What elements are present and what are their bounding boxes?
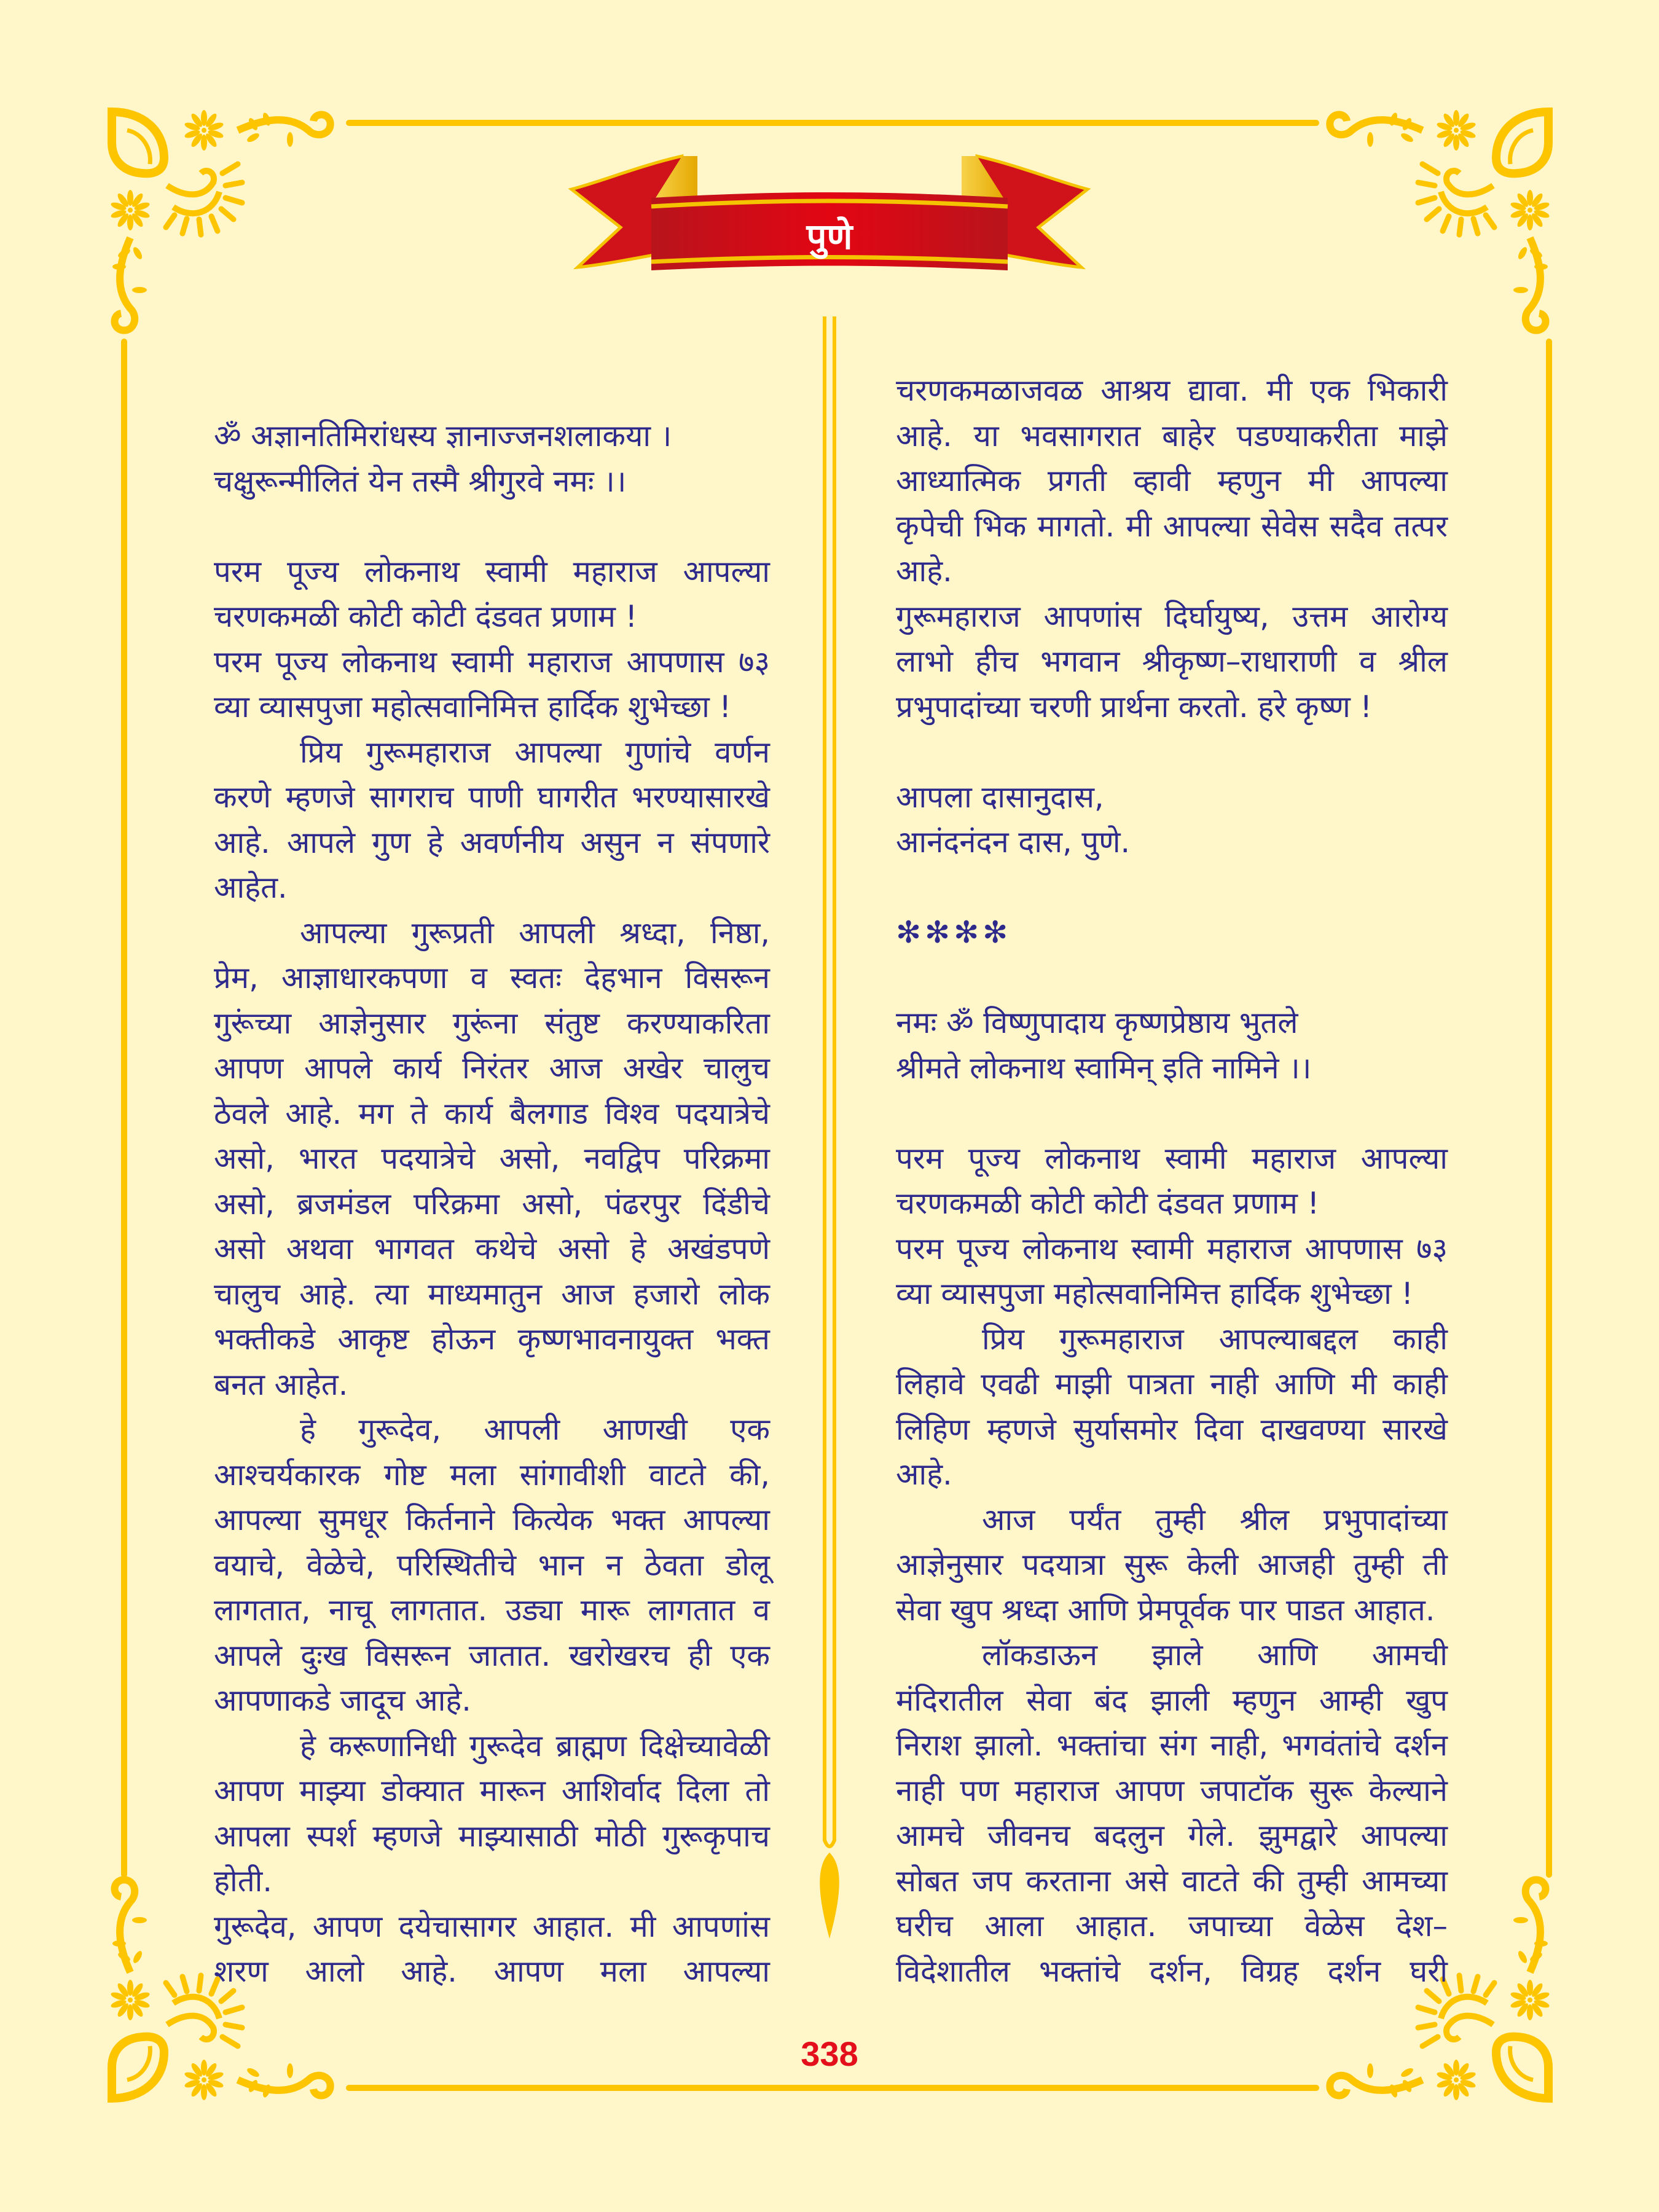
- text-line: लिहिण म्हणजे सुर्यासमोर दिवा दाखवण्या सारखे: [896, 1411, 1448, 1447]
- text-line: प्रेम, आज्ञाधारकपणा व स्वतः देहभान विसरून: [214, 960, 770, 995]
- blank-line: [896, 1091, 1448, 1136]
- text-line: विदेशातील भक्तांचे दर्शन, विग्रह दर्शन घरी: [896, 1953, 1448, 1989]
- blank-line: [896, 865, 1448, 911]
- text-line: चरणकमळाजवळ आश्रय द्यावा. मी एक भिकारी: [896, 373, 1448, 408]
- text-line: आपणाकडे जादूच आहे.: [214, 1683, 471, 1718]
- text-line: आज पर्यंत तुम्ही श्रील प्रभुपादांच्या: [982, 1502, 1448, 1537]
- text-line: निराश झालो. भक्तांचा संग नाही, भगवंतांचे दर्शन: [896, 1728, 1448, 1763]
- text-line: आनंदनंदन दास, पुणे.: [896, 825, 1131, 860]
- text-line: व्या व्यासपुजा महोत्सवानिमित्त हार्दिक शुभेच्छा !: [896, 1276, 1413, 1311]
- text-line: आपल्या सुमधूर किर्तनाने कित्येक भक्त आपल्या: [214, 1502, 770, 1537]
- text-line: नाही पण महाराज आपण जपाटॉक सुरू केल्याने: [896, 1773, 1448, 1808]
- corner-ornament-top-right: [1315, 106, 1555, 345]
- page-number: 338: [801, 2034, 858, 2073]
- text-line: परम पूज्य लोकनाथ स्वामी महाराज आपल्या: [896, 1140, 1448, 1176]
- text-line: आध्यात्मिक प्रगती व्हावी म्हणुन मी आपल्या: [896, 463, 1448, 498]
- text-line: चरणकमळी कोटी कोटी दंडवत प्रणाम !: [214, 599, 638, 634]
- text-line: लॉकडाऊन झाले आणि आमची: [982, 1637, 1448, 1673]
- text-line: नमः ॐ विष्णुपादाय कृष्णप्रेष्ठाय भुतले: [896, 1005, 1298, 1040]
- text-line: व्या व्यासपुजा महोत्सवानिमित्त हार्दिक शुभेच्छा !: [214, 689, 731, 724]
- text-line: मंदिरातील सेवा बंद झाली म्हणुन आम्ही खुप: [896, 1682, 1448, 1718]
- text-line: लागतात, नाचू लागतात. उड्या मारू लागतात व: [214, 1593, 770, 1628]
- left-column: [214, 414, 770, 1994]
- text-line: श्रीमते लोकनाथ स्वामिन् इति नामिने ।।: [896, 1050, 1312, 1086]
- text-line: असो, ब्रजमंडल परिक्रमा असो, पंढरपुर दिंडीचे: [214, 1186, 770, 1222]
- text-line: गुरूदेव, आपण दयेचासागर आहात. मी आपणांस: [214, 1908, 770, 1944]
- text-line: ॐ अज्ञानतिमिरांधस्य ज्ञानाज्जनशलाकया ।: [214, 418, 672, 453]
- text-line: चरणकमळी कोटी कोटी दंडवत प्रणाम !: [896, 1186, 1320, 1221]
- text-line: आहे. या भवसागरात बाहेर पडण्याकरीता माझे: [896, 418, 1448, 453]
- text-line: आपण माझ्या डोक्यात मारून आशिर्वाद दिला तो: [214, 1773, 770, 1808]
- text-line: होती.: [214, 1864, 272, 1899]
- right-column: [896, 368, 1448, 1994]
- text-line: आपला दासानुदास,: [896, 779, 1104, 815]
- column-divider: [811, 316, 848, 1945]
- text-line: आपला स्पर्श म्हणजे माझ्यासाठी मोठी गुरूकृपाच: [214, 1818, 770, 1854]
- text-line: शरण आलो आहे. आपण मला आपल्या: [214, 1954, 770, 1989]
- text-line: हे गुरूदेव, आपली आणखी एक: [300, 1412, 770, 1447]
- frame-right-line: [1546, 339, 1552, 1878]
- text-line: सेवा खुप श्रध्दा आणि प्रेमपूर्वक पार पाडत आहात.: [896, 1592, 1435, 1628]
- page-title: पुणे: [806, 215, 853, 257]
- frame-bottom-line: [346, 2085, 1319, 2091]
- text-line: भक्तीकडे आकृष्ट होऊन कृष्णभावनायुक्त भक्त: [214, 1322, 770, 1357]
- text-line: आश्चर्यकारक गोष्ट मला सांगावीशी वाटते की,: [214, 1457, 770, 1492]
- text-line: आहेत.: [214, 870, 288, 905]
- text-line: आमचे जीवनच बदलुन गेले. झुमद्वारे आपल्या: [896, 1818, 1448, 1853]
- text-line: चालुच आहे. त्या माध्यमातुन आज हजारो लोक: [214, 1276, 770, 1312]
- text-line: आपल्या गुरूप्रती आपली श्रध्दा, निष्ठा,: [300, 915, 770, 951]
- text-line: घरीच आला आहात. जपाच्या वेळेस देश–: [896, 1908, 1448, 1943]
- text-line: लाभो हीच भगवान श्रीकृष्ण–राधाराणी व श्रील: [896, 644, 1448, 679]
- text-line: प्रिय गुरूमहाराज आपल्या गुणांचे वर्णन: [300, 734, 770, 770]
- blank-line: [896, 955, 1448, 1001]
- text-line: आहे.: [896, 1457, 952, 1492]
- text-line: आपले दुःख विसरून जातात. खरोखरच ही एक: [214, 1637, 770, 1673]
- corner-ornament-top-left: [106, 106, 345, 345]
- text-line: आहे.: [896, 554, 952, 589]
- text-line: असो, भारत पदयात्रेचे असो, नवद्विप परिक्रमा: [214, 1141, 770, 1176]
- text-line: प्रभुपादांच्या चरणी प्रार्थना करतो. हरे कृष्ण !: [896, 689, 1372, 724]
- text-line: सोबत जप करताना असे वाटते की तुम्ही आमच्या: [896, 1863, 1448, 1899]
- text-line: बनत आहेत.: [214, 1367, 348, 1402]
- text-line: वयाचे, वेळेचे, परिस्थितीचे भान न ठेवता डोलू: [214, 1547, 770, 1583]
- text-line: ठेवले आहे. मग ते कार्य बैलगाड विश्व पदयात्रेचे: [214, 1096, 770, 1131]
- text-line: परम पूज्य लोकनाथ स्वामी महाराज आपणास ७३: [214, 644, 770, 680]
- frame-top-line: [346, 120, 1319, 126]
- text-line: गुरूमहाराज आपणांस दिर्घायुष्य, उत्तम आरोग्य: [896, 598, 1448, 634]
- frame-left-line: [121, 339, 127, 1878]
- text-line: गुरूंच्या आज्ञेनुसार गुरूंना संतुष्ट करण्याकरिता: [214, 1005, 770, 1041]
- text-line: प्रिय गुरूमहाराज आपल्याबद्दल काही: [982, 1321, 1448, 1357]
- section-separator: ✻✻✻✻: [896, 915, 1012, 950]
- text-line: असो अथवा भागवत कथेचे असो हे अखंडपणे: [214, 1231, 770, 1266]
- text-line: परम पूज्य लोकनाथ स्वामी महाराज आपल्या: [214, 554, 770, 589]
- text-line: आज्ञेनुसार पदयात्रा सुरू केली आजही तुम्ही ती: [896, 1547, 1448, 1582]
- text-line: करणे म्हणजे सागराच पाणी घागरीत भरण्यासारखे: [214, 780, 770, 815]
- blank-line: [214, 504, 770, 549]
- text-line: परम पूज्य लोकनाथ स्वामी महाराज आपणास ७३: [896, 1231, 1448, 1266]
- text-line: आपण आपले कार्य निरंतर आज अखेर चालुच: [214, 1051, 770, 1086]
- text-line: लिहावे एवढी माझी पात्रता नाही आणि मी काही: [896, 1367, 1448, 1402]
- text-line: हे करूणानिधी गुरूदेव ब्राह्मण दिक्षेच्यावेळी: [300, 1728, 770, 1763]
- text-line: चक्षुरून्मीलितं येन तस्मै श्रीगुरवे नमः ।।: [214, 463, 627, 499]
- text-line: कृपेची भिक मागतो. मी आपल्या सेवेस सदैव तत्पर: [896, 508, 1448, 544]
- blank-line: [896, 729, 1448, 775]
- text-line: आहे. आपले गुण हे अवर्णनीय असुन न संपणारे: [214, 825, 770, 860]
